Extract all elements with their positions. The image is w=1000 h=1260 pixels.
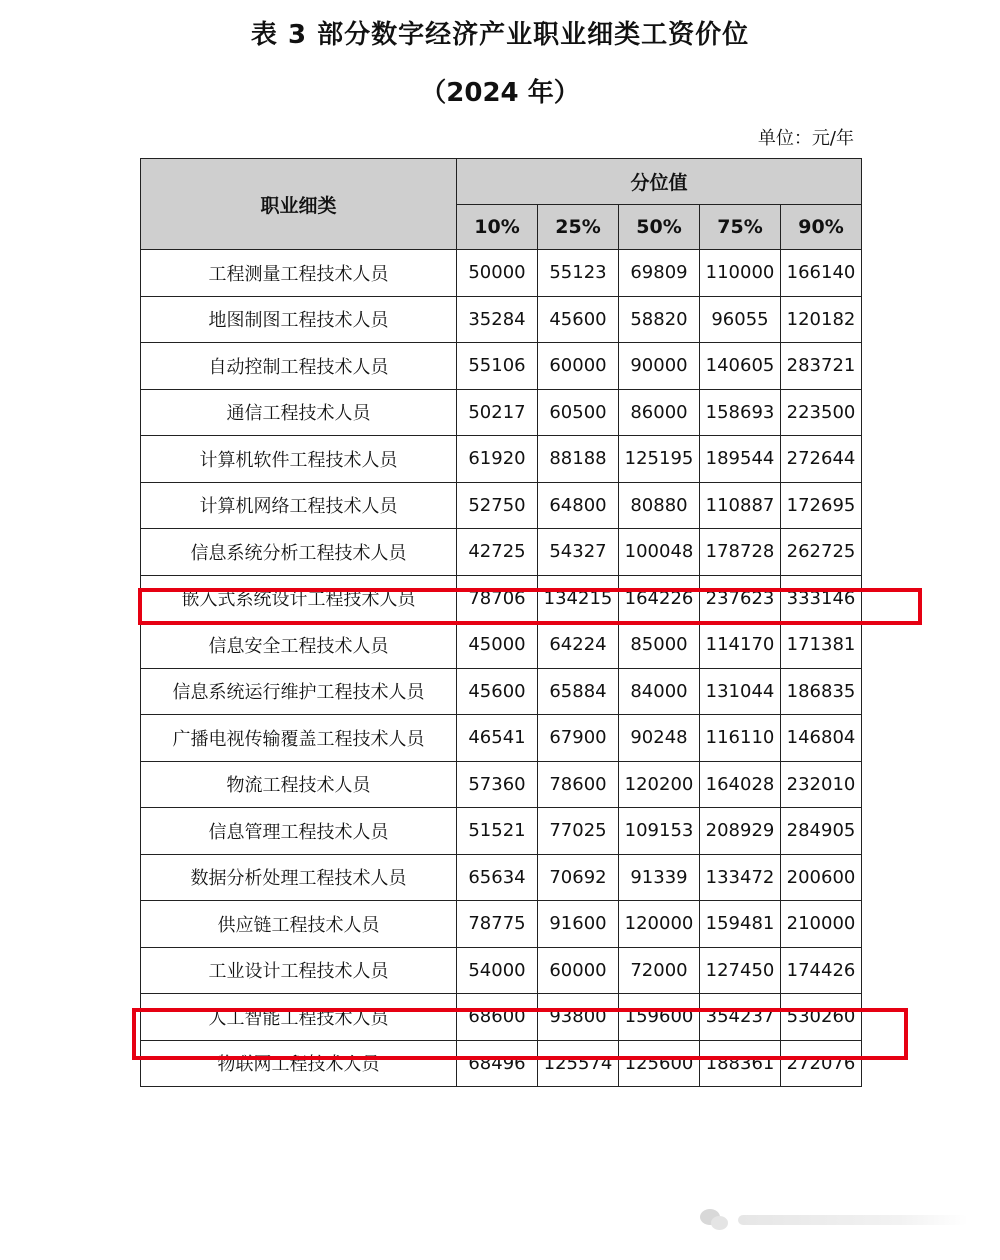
table-row xyxy=(141,901,862,948)
header-p25: 25% xyxy=(538,205,619,250)
wage-value-cell: 42725 xyxy=(457,529,538,576)
table-row xyxy=(141,482,862,529)
wage-value-cell: 35284 xyxy=(457,296,538,343)
occupation-cell: 计算机软件工程技术人员 xyxy=(141,436,457,483)
table-row xyxy=(141,622,862,669)
occupation-cell: 人工智能工程技术人员 xyxy=(141,994,457,1041)
table-body xyxy=(141,250,862,1087)
wage-value-cell: 200600 xyxy=(781,854,862,901)
wage-value-cell: 70692 xyxy=(538,854,619,901)
watermark-bar xyxy=(738,1215,968,1225)
wage-value-cell: 84000 xyxy=(619,668,700,715)
wage-value-cell: 134215 xyxy=(538,575,619,622)
wage-value-cell: 67900 xyxy=(538,715,619,762)
wage-value-cell: 125574 xyxy=(538,1040,619,1087)
document-subtitle: （2024 年） xyxy=(420,78,580,108)
wage-value-cell: 171381 xyxy=(781,622,862,669)
occupation-cell: 广播电视传输覆盖工程技术人员 xyxy=(141,715,457,762)
highlight-box-embedded-systems xyxy=(138,588,922,625)
wage-value-cell: 85000 xyxy=(619,622,700,669)
header-p90: 90% xyxy=(781,205,862,250)
wage-value-cell: 45000 xyxy=(457,622,538,669)
wage-value-cell: 186835 xyxy=(781,668,862,715)
wage-value-cell: 60500 xyxy=(538,389,619,436)
occupation-cell: 数据分析处理工程技术人员 xyxy=(141,854,457,901)
header-occupation: 职业细类 xyxy=(141,159,457,250)
wage-value-cell: 127450 xyxy=(700,947,781,994)
table-row xyxy=(141,296,862,343)
wage-value-cell: 530260 xyxy=(781,994,862,1041)
watermark xyxy=(700,1203,970,1237)
wage-value-cell: 55106 xyxy=(457,343,538,390)
table-row xyxy=(141,715,862,762)
occupation-cell: 嵌入式系统设计工程技术人员 xyxy=(141,575,457,622)
wage-value-cell: 45600 xyxy=(538,296,619,343)
wage-value-cell: 110000 xyxy=(700,250,781,297)
wage-value-cell: 50000 xyxy=(457,250,538,297)
occupation-cell: 自动控制工程技术人员 xyxy=(141,343,457,390)
wage-value-cell: 54000 xyxy=(457,947,538,994)
table-row xyxy=(141,808,862,855)
document-title: 表 3 部分数字经济产业职业细类工资价位 xyxy=(250,20,750,50)
wage-value-cell: 46541 xyxy=(457,715,538,762)
occupation-cell: 信息系统运行维护工程技术人员 xyxy=(141,668,457,715)
wage-value-cell: 166140 xyxy=(781,250,862,297)
wage-value-cell: 208929 xyxy=(700,808,781,855)
wage-value-cell: 158693 xyxy=(700,389,781,436)
occupation-cell: 供应链工程技术人员 xyxy=(141,901,457,948)
wage-value-cell: 188361 xyxy=(700,1040,781,1087)
wage-value-cell: 45600 xyxy=(457,668,538,715)
wage-value-cell: 57360 xyxy=(457,761,538,808)
wage-value-cell: 232010 xyxy=(781,761,862,808)
wage-value-cell: 164028 xyxy=(700,761,781,808)
wage-value-cell: 91339 xyxy=(619,854,700,901)
wage-value-cell: 91600 xyxy=(538,901,619,948)
wage-value-cell: 65884 xyxy=(538,668,619,715)
table-row xyxy=(141,436,862,483)
wage-value-cell: 140605 xyxy=(700,343,781,390)
wage-value-cell: 93800 xyxy=(538,994,619,1041)
wage-value-cell: 60000 xyxy=(538,343,619,390)
wage-value-cell: 110887 xyxy=(700,482,781,529)
wage-value-cell: 125600 xyxy=(619,1040,700,1087)
wage-value-cell: 90000 xyxy=(619,343,700,390)
wage-value-cell: 90248 xyxy=(619,715,700,762)
occupation-cell: 信息安全工程技术人员 xyxy=(141,622,457,669)
table-row xyxy=(141,761,862,808)
wage-value-cell: 61920 xyxy=(457,436,538,483)
wechat-icon xyxy=(700,1207,730,1233)
table-row xyxy=(141,529,862,576)
table-row xyxy=(141,854,862,901)
wage-value-cell: 58820 xyxy=(619,296,700,343)
occupation-cell: 信息系统分析工程技术人员 xyxy=(141,529,457,576)
wage-value-cell: 96055 xyxy=(700,296,781,343)
table-row xyxy=(141,668,862,715)
wage-value-cell: 60000 xyxy=(538,947,619,994)
wage-value-cell: 51521 xyxy=(457,808,538,855)
wage-value-cell: 80880 xyxy=(619,482,700,529)
wage-value-cell: 172695 xyxy=(781,482,862,529)
wage-value-cell: 133472 xyxy=(700,854,781,901)
wage-value-cell: 120000 xyxy=(619,901,700,948)
wage-value-cell: 189544 xyxy=(700,436,781,483)
header-p75: 75% xyxy=(700,205,781,250)
wage-value-cell: 54327 xyxy=(538,529,619,576)
wage-value-cell: 284905 xyxy=(781,808,862,855)
wage-value-cell: 65634 xyxy=(457,854,538,901)
unit-label: 单位：元/年 xyxy=(757,128,854,149)
wage-value-cell: 174426 xyxy=(781,947,862,994)
wage-value-cell: 114170 xyxy=(700,622,781,669)
table-row xyxy=(141,250,862,297)
wage-value-cell: 72000 xyxy=(619,947,700,994)
wage-value-cell: 272644 xyxy=(781,436,862,483)
wage-value-cell: 64224 xyxy=(538,622,619,669)
wage-value-cell: 354237 xyxy=(700,994,781,1041)
wage-value-cell: 283721 xyxy=(781,343,862,390)
wage-value-cell: 237623 xyxy=(700,575,781,622)
occupation-cell: 物联网工程技术人员 xyxy=(141,1040,457,1087)
wage-value-cell: 109153 xyxy=(619,808,700,855)
wage-value-cell: 125195 xyxy=(619,436,700,483)
wage-value-cell: 78706 xyxy=(457,575,538,622)
wage-value-cell: 262725 xyxy=(781,529,862,576)
wage-value-cell: 146804 xyxy=(781,715,862,762)
wage-value-cell: 68600 xyxy=(457,994,538,1041)
wage-value-cell: 88188 xyxy=(538,436,619,483)
wage-value-cell: 77025 xyxy=(538,808,619,855)
wage-value-cell: 86000 xyxy=(619,389,700,436)
wage-value-cell: 120182 xyxy=(781,296,862,343)
occupation-cell: 地图制图工程技术人员 xyxy=(141,296,457,343)
wage-value-cell: 52750 xyxy=(457,482,538,529)
wage-value-cell: 78775 xyxy=(457,901,538,948)
header-p50: 50% xyxy=(619,205,700,250)
wage-value-cell: 223500 xyxy=(781,389,862,436)
occupation-cell: 信息管理工程技术人员 xyxy=(141,808,457,855)
occupation-cell: 计算机网络工程技术人员 xyxy=(141,482,457,529)
header-p10: 10% xyxy=(457,205,538,250)
wage-value-cell: 69809 xyxy=(619,250,700,297)
table-row xyxy=(141,343,862,390)
table-row xyxy=(141,389,862,436)
wage-value-cell: 210000 xyxy=(781,901,862,948)
wage-value-cell: 131044 xyxy=(700,668,781,715)
wage-value-cell: 50217 xyxy=(457,389,538,436)
occupation-cell: 工业设计工程技术人员 xyxy=(141,947,457,994)
wage-value-cell: 333146 xyxy=(781,575,862,622)
wage-value-cell: 116110 xyxy=(700,715,781,762)
wage-value-cell: 64800 xyxy=(538,482,619,529)
wage-value-cell: 272076 xyxy=(781,1040,862,1087)
table-header xyxy=(141,159,862,250)
occupation-cell: 物流工程技术人员 xyxy=(141,761,457,808)
header-percentile-group: 分位值 xyxy=(457,159,862,205)
occupation-cell: 工程测量工程技术人员 xyxy=(141,250,457,297)
wage-value-cell: 100048 xyxy=(619,529,700,576)
wage-value-cell: 159600 xyxy=(619,994,700,1041)
table-row xyxy=(141,947,862,994)
wage-value-cell: 178728 xyxy=(700,529,781,576)
wage-value-cell: 159481 xyxy=(700,901,781,948)
wage-value-cell: 164226 xyxy=(619,575,700,622)
wage-value-cell: 120200 xyxy=(619,761,700,808)
wage-value-cell: 78600 xyxy=(538,761,619,808)
occupation-cell: 通信工程技术人员 xyxy=(141,389,457,436)
highlight-box-ai xyxy=(132,1008,908,1060)
wage-value-cell: 68496 xyxy=(457,1040,538,1087)
wage-value-cell: 55123 xyxy=(538,250,619,297)
